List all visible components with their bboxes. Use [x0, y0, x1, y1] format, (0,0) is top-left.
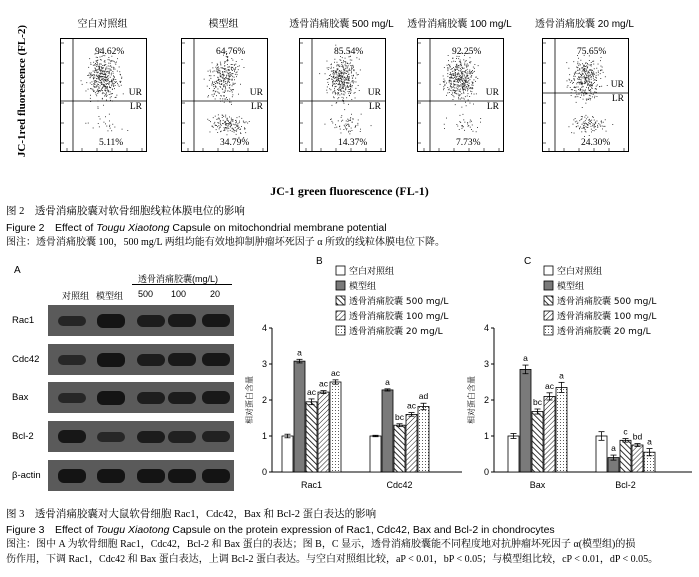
blot-band	[58, 469, 86, 483]
blot-row	[48, 460, 234, 491]
fc-ur-percent: 92.25%	[452, 47, 482, 57]
legend-swatch	[336, 296, 345, 305]
blot-band	[137, 392, 165, 404]
fc-scatter-panel	[181, 38, 268, 152]
blot-row	[48, 305, 234, 336]
blot-band	[168, 431, 196, 443]
fc-quadrant-ur-label: UR	[367, 88, 381, 98]
fc-lr-percent: 7.73%	[456, 138, 481, 148]
col-dose-20: 20	[210, 289, 221, 299]
fc-quadrant-lr-label: LR	[129, 102, 142, 112]
y-tick-label: 0	[483, 467, 489, 477]
fc-scatter-panel	[60, 38, 147, 152]
blot-band	[97, 353, 125, 367]
category-label: Rac1	[300, 480, 323, 490]
blot-band	[202, 431, 230, 442]
blot-band	[58, 393, 86, 403]
figure-3-caption-en: Figure 3 Effect of Tougu Xiaotong Capsule on the protein expression of Rac1, Cdc42, Bax and Bcl-2 in chondrocytes	[6, 524, 555, 536]
legend-label: 透骨消痛胶囊 500 mg/L	[557, 297, 657, 307]
fc-ur-percent: 64.76%	[216, 47, 246, 57]
figure-2-caption-cn: 图 2 透骨消痛胶囊对软骨细胞线粒体膜电位的影响	[6, 206, 245, 217]
blot-row-label: Bax	[12, 392, 29, 403]
y-tick-label: 2	[483, 395, 489, 405]
blot-band	[137, 315, 165, 327]
blot-band	[58, 355, 86, 365]
drug-header: 透骨消痛胶囊(mg/L)	[138, 274, 219, 284]
blot-band	[168, 353, 196, 366]
legend-swatch	[336, 326, 345, 335]
y-tick-label: 3	[483, 359, 489, 369]
drug-header-line	[132, 284, 232, 285]
significance-label: bc	[395, 411, 404, 422]
panel-letter: C	[524, 256, 532, 267]
bar-chart-c	[460, 256, 696, 514]
blot-row	[48, 421, 234, 452]
bar	[418, 406, 429, 472]
fc-quadrant-ur-label: UR	[485, 88, 499, 98]
fc-quadrant-ur-label: UR	[249, 88, 263, 98]
legend-label: 透骨消痛胶囊 100 mg/L	[349, 312, 449, 322]
y-axis-label: 相对蛋白含量	[467, 376, 476, 424]
bar	[544, 396, 555, 472]
fc-lr-percent: 24.30%	[581, 138, 611, 148]
significance-label: a	[297, 347, 302, 358]
fc-lr-percent: 14.37%	[338, 138, 368, 148]
blot-row-label: Cdc42	[12, 354, 40, 365]
blot-band	[97, 469, 125, 483]
legend-label: 透骨消痛胶囊 20 mg/L	[557, 327, 651, 337]
blot-band	[137, 354, 165, 366]
significance-label: a	[647, 436, 652, 447]
legend-swatch	[336, 281, 345, 290]
legend-label: 透骨消痛胶囊 500 mg/L	[349, 297, 449, 307]
legend-swatch	[544, 311, 553, 320]
legend-label: 模型组	[349, 282, 377, 292]
significance-label: ac	[545, 380, 554, 391]
significance-label: ac	[307, 386, 316, 397]
fc-lr-percent: 5.11%	[99, 138, 124, 148]
y-tick-label: 0	[261, 467, 267, 477]
y-tick-label: 3	[261, 359, 267, 369]
fc-panel-title: 透骨消痛胶囊 500 mg/L	[289, 19, 394, 30]
fc-ur-percent: 94.62%	[95, 47, 125, 57]
col-dose-100: 100	[171, 289, 187, 299]
figure-2-note: 图注：透骨消痛胶囊 100，500 mg/L 两组均能有效地抑制肿瘤坏死因子 α 所致的线粒体膜电位下降。	[6, 237, 446, 248]
bar	[632, 445, 643, 472]
bar	[556, 387, 567, 472]
bar	[330, 382, 341, 472]
y-tick-label: 4	[261, 323, 267, 333]
bar	[394, 425, 405, 472]
legend-label: 透骨消痛胶囊 20 mg/L	[349, 327, 443, 337]
col-control: 对照组	[62, 291, 90, 301]
blot-band	[202, 469, 230, 483]
significance-label: bc	[533, 397, 542, 407]
legend-label: 空白对照组	[557, 267, 603, 277]
fc-quadrant-lr-label: LR	[250, 102, 263, 112]
y-tick-label: 1	[261, 431, 267, 441]
bar	[282, 436, 293, 472]
legend-swatch	[336, 311, 345, 320]
blot-band	[168, 392, 196, 404]
y-axis-label: 相对蛋白含量	[245, 376, 254, 424]
fc-scatter-panel	[299, 38, 386, 152]
blot-band	[97, 314, 125, 328]
col-dose-500: 500	[138, 289, 154, 299]
significance-label: a	[385, 376, 390, 387]
bar	[520, 369, 531, 472]
blot-band	[137, 431, 165, 443]
legend-swatch	[544, 326, 553, 335]
y-tick-label: 1	[483, 431, 489, 441]
category-label: Bax	[529, 480, 546, 490]
bar	[370, 436, 381, 472]
bar	[306, 402, 317, 472]
significance-label: bd	[632, 431, 643, 442]
fc-scatter-panel	[542, 38, 629, 152]
fc-quadrant-lr-label: LR	[486, 102, 499, 112]
bar	[596, 436, 607, 472]
fc-x-axis-label: JC-1 green fluorescence (FL-1)	[270, 184, 429, 198]
fc-y-axis-label: JC-1red fluorescence (FL-2)	[16, 24, 28, 158]
legend-swatch	[544, 266, 553, 275]
blot-band	[168, 314, 196, 327]
blot-row-label: β-actin	[12, 470, 41, 481]
fc-ur-percent: 75.65%	[577, 47, 607, 57]
blot-row	[48, 344, 234, 375]
fc-ur-percent: 85.54%	[334, 47, 364, 57]
figure-3-note-line2: 伤作用，下调 Rac1，Cdc42 和 Bax 蛋白表达，上调 Bcl-2 蛋白表达。与空白对照组比较，aP < 0.01，bP < 0.05；与模型组比较，cP < 0.01，dP < 0.05。	[6, 554, 659, 565]
fc-quadrant-lr-label: LR	[368, 102, 381, 112]
bar	[620, 440, 631, 472]
significance-label: a	[559, 370, 564, 381]
blot-row	[48, 382, 234, 413]
col-model: 模型组	[96, 291, 124, 301]
category-label: Bcl-2	[615, 480, 636, 490]
significance-label: ac	[407, 400, 416, 411]
bar	[532, 412, 543, 472]
category-label: Cdc42	[386, 480, 413, 490]
legend-label: 模型组	[557, 282, 585, 292]
blot-band	[202, 391, 230, 404]
figure-3-note-line1: 图注：图中 A 为软骨细胞 Rac1，Cdc42，Bcl-2 和 Bax 蛋白的表达；图 B，C 显示，透骨消痛胶囊能不同程度地对抗肿瘤坏死因子 α(模型组)的损	[6, 539, 636, 550]
significance-label: ad	[418, 391, 429, 402]
blot-band	[137, 469, 165, 483]
fc-lr-percent: 34.79%	[220, 138, 250, 148]
blot-band	[97, 391, 125, 405]
significance-label: c	[623, 426, 628, 437]
fc-scatter-panel	[417, 38, 504, 152]
significance-label: a	[611, 443, 616, 454]
bar-chart-b	[238, 256, 466, 514]
blot-band	[97, 432, 125, 442]
fc-panel-title: 透骨消痛胶囊 20 mg/L	[535, 19, 634, 30]
legend-swatch	[336, 266, 345, 275]
significance-label: ac	[331, 367, 340, 378]
fc-quadrant-ur-label: UR	[128, 88, 142, 98]
blot-row-label: Bcl-2	[12, 431, 34, 442]
blot-band	[58, 430, 86, 443]
fc-panel-title: 模型组	[208, 19, 239, 30]
bar	[382, 390, 393, 472]
fc-panel-title: 空白对照组	[77, 19, 128, 30]
blot-band	[168, 469, 196, 483]
fc-quadrant-lr-label: LR	[611, 94, 624, 104]
fc-panel-title: 透骨消痛胶囊 100 mg/L	[407, 19, 512, 30]
significance-label: ac	[319, 378, 328, 389]
bar	[508, 436, 519, 472]
legend-swatch	[544, 296, 553, 305]
blot-band	[202, 353, 230, 366]
y-tick-label: 4	[483, 323, 489, 333]
panel-letter: B	[316, 256, 323, 267]
legend-label: 空白对照组	[349, 267, 395, 277]
fc-quadrant-ur-label: UR	[610, 80, 624, 90]
figure-2-caption-en: Figure 2 Effect of Tougu Xiaotong Capsule on mitochondrial membrane potential	[6, 222, 387, 234]
bar	[318, 392, 329, 472]
bar	[406, 414, 417, 472]
blot-band	[58, 316, 86, 326]
panel-a-letter: A	[14, 265, 21, 276]
blot-band	[202, 314, 230, 327]
legend-swatch	[544, 281, 553, 290]
bar	[294, 361, 305, 472]
figure-3-caption-cn: 图 3 透骨消痛胶囊对大鼠软骨细胞 Rac1，Cdc42，Bax 和 Bcl-2 蛋白表达的影响	[6, 509, 377, 520]
y-tick-label: 2	[261, 395, 267, 405]
legend-label: 透骨消痛胶囊 100 mg/L	[557, 312, 657, 322]
blot-row-label: Rac1	[12, 315, 35, 326]
significance-label: a	[523, 353, 528, 364]
